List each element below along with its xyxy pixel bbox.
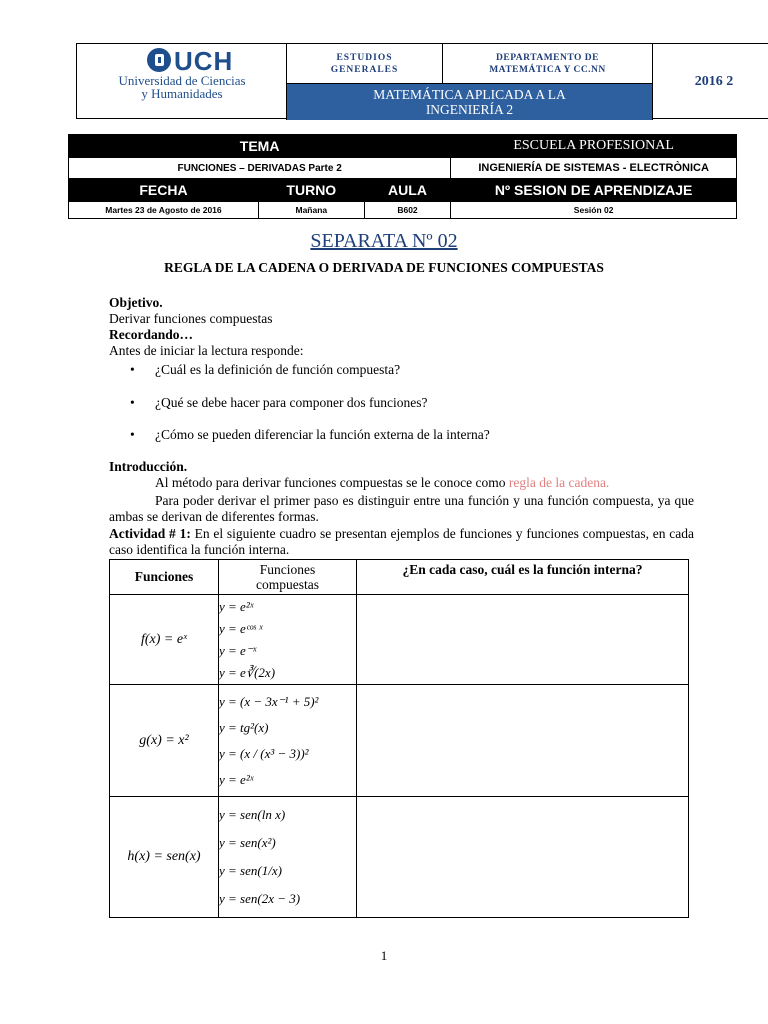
answer-cell[interactable] [357,595,689,685]
fecha-header: FECHA [69,179,259,202]
bullet-icon: • [130,427,135,442]
bullet-text: ¿Cuál es la definición de función compuesta? [155,362,401,377]
composites-cell [219,685,357,797]
answer-cell[interactable] [357,685,689,797]
subject-line2: INGENIERÍA 2 [425,102,514,117]
escuela-value: INGENIERÍA DE SISTEMAS - ELECTRÒNICA [451,158,737,179]
col-interna-header: ¿En cada caso, cuál es la función interna? [357,560,689,595]
table-row [110,685,689,797]
actividad-text: En el siguiente cuadro se presentan ejemplos de funciones y funciones compuestas, en cada caso identifica la función interna. [109,526,694,557]
composites-cell [219,595,357,685]
composite-formula: y = sen(x²) [219,835,276,850]
sesion-header: Nº SESION DE APRENDIZAJE [451,179,737,202]
cell-a-line1: ESTUDIOS [336,53,393,63]
logo-text: UCH [174,46,234,76]
cell-b-line2: MATEMÁTICA Y CC.NN [489,65,606,75]
departamento-cell [443,44,653,84]
activity-table [109,559,689,918]
table-row [110,595,689,685]
objetivo-text: Derivar funciones compuestas [109,311,273,326]
tema-header: TEMA [69,135,451,158]
bullet-text: ¿Cómo se pueden diferenciar la función externa de la interna? [155,427,490,442]
intro-text: Al método para derivar funciones compuestas se le conoce como [155,475,509,490]
col2-line1: Funciones [259,562,316,577]
composite-formula: y = (x − 3x⁻¹ + 5)² [219,693,319,709]
turno-header: TURNO [258,179,364,202]
bullet-icon: • [130,362,135,377]
composite-formula: y = e²ˣ [219,598,254,614]
university-logo [77,44,287,120]
table-row [110,797,689,918]
actividad-label: Actividad # 1: [109,526,191,541]
bullet-text: ¿Qué se debe hacer para componer dos funciones? [155,395,428,410]
function-cell: h(x) = sen(x) [110,797,219,918]
fecha-value: Martes 23 de Agosto de 2016 [69,202,259,219]
regla-cadena-highlight: regla de la cadena. [508,475,610,490]
escuela-header: ESCUELA PROFESIONAL [451,135,737,158]
composite-formula: y = sen(2x − 3) [219,891,301,906]
composite-formula: y = e∛(2x) [219,664,276,680]
tema-value: FUNCIONES – DERIVADAS Parte 2 [69,158,451,179]
sesion-value: Sesión 02 [451,202,737,219]
cell-a-line2: GENERALES [330,65,399,75]
document-header [76,43,768,119]
composite-formula: y = e²ˣ [219,771,254,787]
function-cell: f(x) = eˣ [110,595,219,685]
antes-text: Antes de iniciar la lectura responde: [109,343,304,358]
aula-header: AULA [364,179,451,202]
composite-formula: y = sen(ln x) [219,807,286,822]
intro-paragraph-2: Para poder derivar el primer paso es distinguir entre una función y una función compuesta, ya que ambas se derivan de diferentes formas. [109,493,694,524]
turno-value: Mañana [258,202,364,219]
col2-line2: compuestas [256,577,319,592]
function-cell: g(x) = x² [110,685,219,797]
course-info-table [68,134,737,219]
intro-heading: Introducción. [109,459,188,474]
col-compuestas-header [219,560,357,595]
subject-banner [287,84,653,120]
answer-cell[interactable] [357,797,689,918]
year-period: 2016 2 [694,74,734,89]
composite-formula: y = eᶜᵒˢ ˣ [219,620,263,636]
university-name-line2: y Humanidades [141,86,223,101]
intro-paragraph-1 [155,475,609,491]
subject-line1: MATEMÁTICA APLICADA A LA [373,87,566,102]
actividad-paragraph [109,526,694,558]
composite-formula: y = tg²(x) [219,719,269,735]
composite-formula: y = e⁻ˣ [219,642,257,658]
logo-emblem-icon [147,48,171,72]
bullet-icon: • [130,395,135,410]
aula-value: B602 [364,202,451,219]
document-subtitle: REGLA DE LA CADENA O DERIVADA DE FUNCIONES COMPUESTAS [164,260,604,275]
document-title: SEPARATA Nº 02 [310,230,458,252]
university-name-line1: Universidad de Ciencias [118,73,246,88]
col-funciones-header: Funciones [110,560,219,595]
composites-cell [219,797,357,918]
recordando-heading: Recordando… [109,327,193,342]
estudios-generales-cell [287,44,443,84]
composite-formula: y = (x / (x³ − 3))² [219,745,309,761]
cell-b-line1: DEPARTAMENTO DE [496,53,599,63]
page-number: 1 [380,948,388,963]
composite-formula: y = sen(1/x) [219,863,282,878]
objetivo-heading: Objetivo. [109,295,163,310]
